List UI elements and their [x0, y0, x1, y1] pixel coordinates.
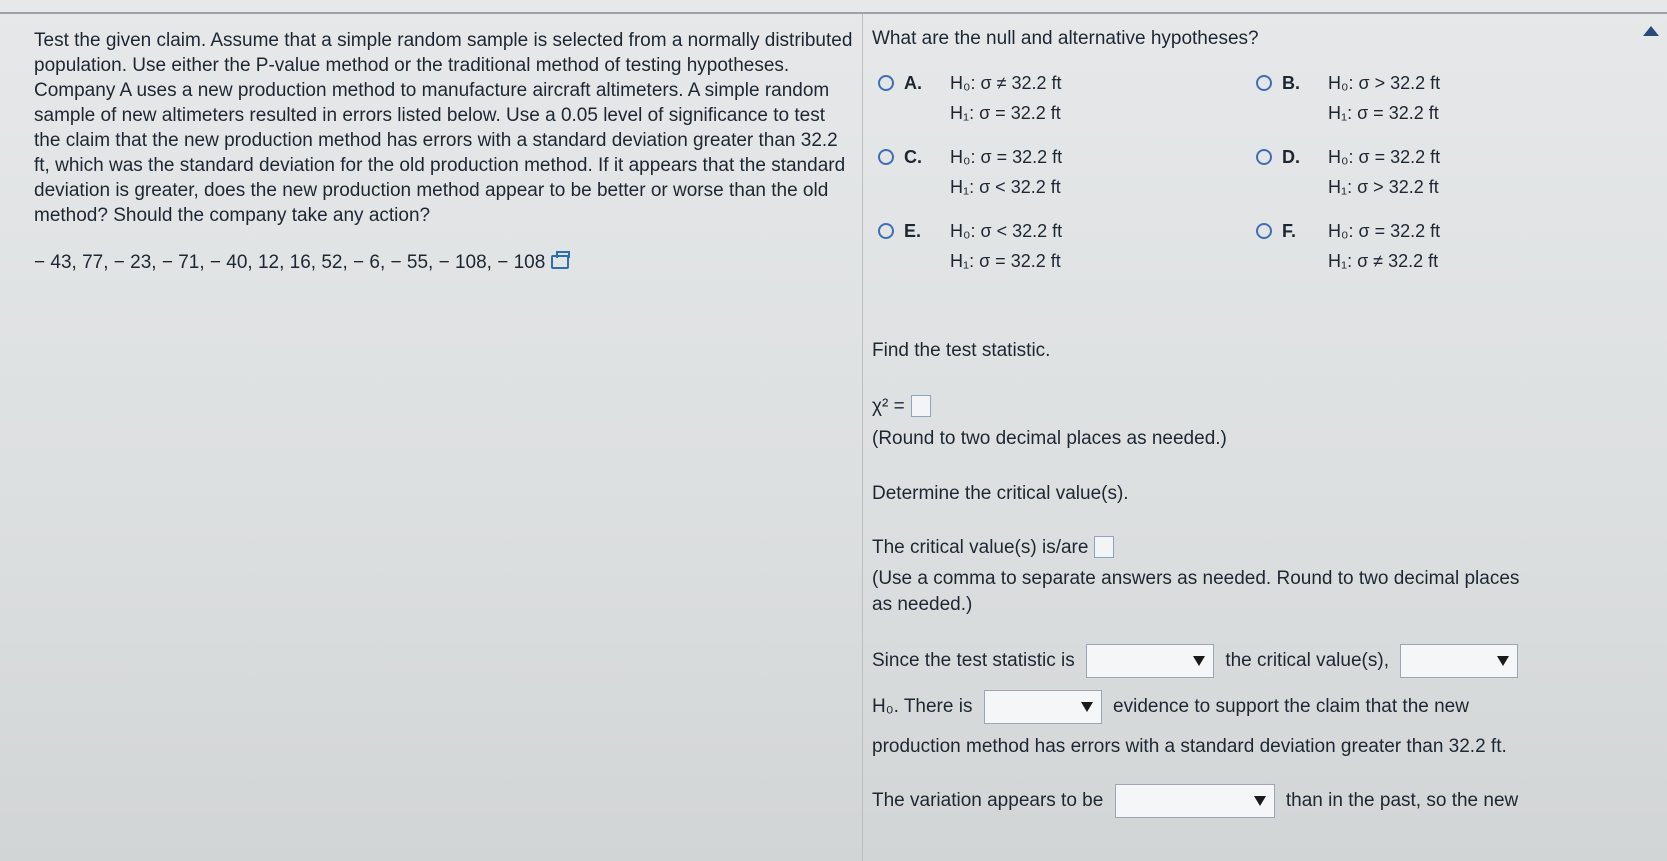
hypothesis-options: [872, 68, 1642, 303]
variation-dropdown[interactable]: [1115, 784, 1275, 818]
critical-row: [872, 536, 1114, 559]
comparison-dropdown[interactable]: [1086, 644, 1214, 678]
conclusion-text-5: The variation appears to be: [872, 790, 1104, 812]
option-h1: H₁: σ = 32.2 ft: [950, 103, 1061, 123]
test-stat-prompt: Find the test statistic.: [872, 340, 1051, 361]
conclusion-text-4: production method has errors with a standard deviation greater than 32.2 ft.: [872, 736, 1507, 757]
chi-square-label: χ² =: [872, 396, 905, 417]
problem-panel: [34, 28, 854, 275]
radio-icon[interactable]: [878, 149, 894, 165]
option-h0: H₀: σ < 32.2 ft: [950, 221, 1063, 241]
option-h1: H₁: σ ≠ 32.2 ft: [1328, 251, 1439, 271]
critical-hint-1: (Use a comma to separate answers as needed. Round to two decimal places: [872, 568, 1520, 589]
conclusion-row-3: [872, 784, 1518, 818]
radio-icon[interactable]: [1256, 75, 1272, 91]
conclusion-row-1: [872, 644, 1518, 678]
option-h0: H₀: σ ≠ 32.2 ft: [950, 73, 1062, 93]
data-values: [34, 250, 854, 275]
option-letter: C.: [904, 147, 922, 167]
option-h1: H₁: σ > 32.2 ft: [1328, 177, 1439, 197]
conclusion-text-6: than in the past, so the new: [1285, 790, 1519, 812]
h0-text: H₀. There is: [872, 696, 973, 718]
scroll-up-icon[interactable]: [1643, 26, 1659, 36]
data-list: − 43, 77, − 23, − 71, − 40, 12, 16, 52, − 6, − 55, − 108, − 108: [34, 252, 546, 273]
critical-prompt: Determine the critical value(s).: [872, 483, 1129, 504]
question-title: What are the null and alternative hypotheses?: [872, 28, 1259, 49]
conclusion-row-2: [872, 690, 1469, 724]
dropdown-arrow-icon: [1193, 656, 1205, 666]
test-stat-row: [872, 395, 931, 418]
option-h0: H₀: σ = 32.2 ft: [950, 147, 1063, 167]
decision-dropdown[interactable]: [1400, 644, 1518, 678]
radio-icon[interactable]: [878, 223, 894, 239]
panel-divider[interactable]: [862, 14, 863, 861]
critical-label: The critical value(s) is/are: [872, 537, 1089, 558]
conclusion-text-1: Since the test statistic is: [872, 650, 1075, 672]
test-stat-input[interactable]: [911, 395, 931, 417]
radio-icon[interactable]: [1256, 223, 1272, 239]
option-h1: H₁: σ = 32.2 ft: [1328, 103, 1439, 123]
option-h0: H₀: σ = 32.2 ft: [1328, 147, 1441, 167]
test-stat-hint: (Round to two decimal places as needed.): [872, 428, 1227, 449]
critical-hint-2: as needed.): [872, 594, 973, 615]
option-letter: B.: [1282, 73, 1300, 93]
critical-value-input[interactable]: [1094, 536, 1114, 558]
dropdown-arrow-icon: [1081, 702, 1093, 712]
option-letter: A.: [904, 73, 922, 93]
option-h0: H₀: σ = 32.2 ft: [1328, 221, 1441, 241]
dropdown-arrow-icon: [1497, 656, 1509, 666]
question-panel: [872, 28, 1642, 812]
conclusion-text-3: evidence to support the claim that the new: [1113, 696, 1469, 718]
top-border: [0, 12, 1667, 14]
option-letter: D.: [1282, 147, 1300, 167]
option-h0: H₀: σ > 32.2 ft: [1328, 73, 1441, 93]
dropdown-arrow-icon: [1254, 796, 1266, 806]
problem-body: Company A uses a new production method to manufacture aircraft altimeters. A simple random sample of new altimeters resulted in errors listed below. Use a 0.05 level of significance to test the claim that the new production method has errors with a standard deviation greater than 32.2 ft, which was the standard deviation for the old production method. If it appears that the standard deviation is greater, does the new production method appear to be better or worse than the old method? Should the company take any action?: [34, 80, 846, 226]
radio-icon[interactable]: [878, 75, 894, 91]
option-h1: H₁: σ < 32.2 ft: [950, 177, 1061, 197]
option-letter: E.: [904, 221, 922, 241]
copy-data-icon[interactable]: [551, 255, 569, 269]
problem-intro: Test the given claim. Assume that a simple random sample is selected from a normally distributed population. Use either the P-value method or the traditional method of testing hypotheses.: [34, 30, 853, 76]
option-letter: F.: [1282, 221, 1297, 241]
radio-icon[interactable]: [1256, 149, 1272, 165]
option-h1: H₁: σ = 32.2 ft: [950, 251, 1061, 271]
evidence-dropdown[interactable]: [984, 690, 1102, 724]
conclusion-text-2: the critical value(s),: [1225, 650, 1389, 672]
